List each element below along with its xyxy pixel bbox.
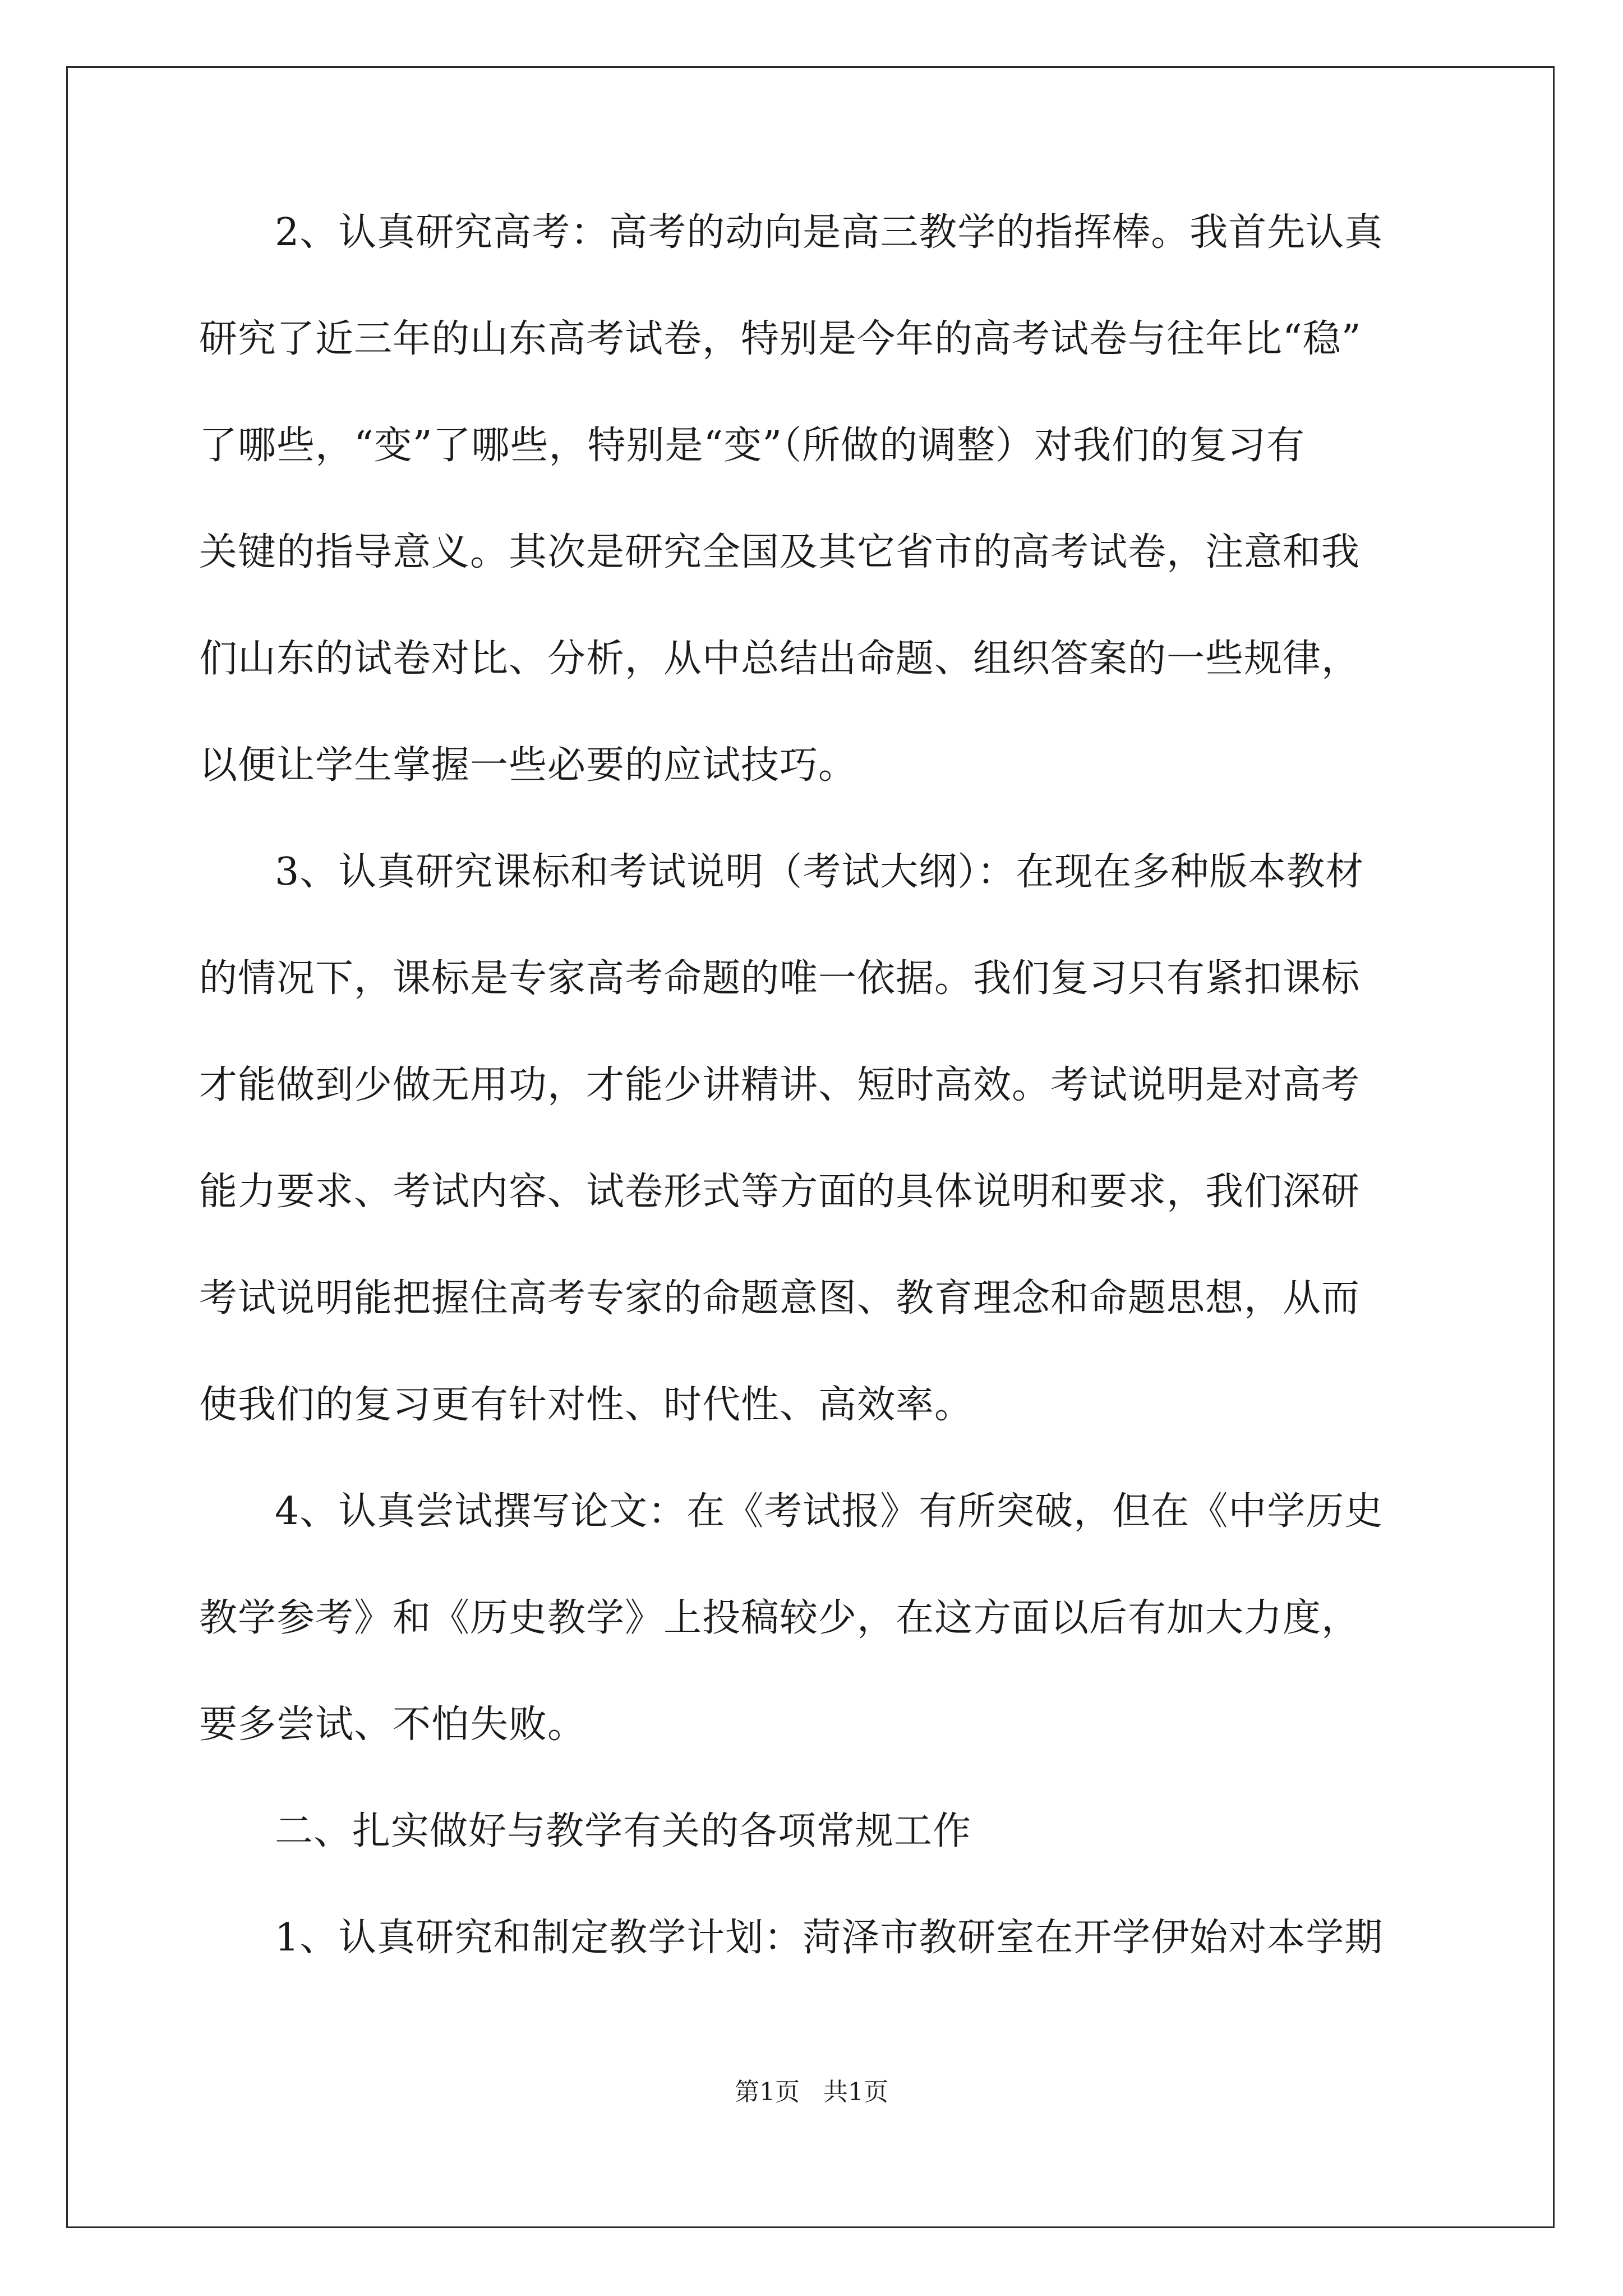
text-line: 使我们的复习更有针对性、时代性、高效率。 xyxy=(199,1383,974,1427)
text-line: 2、认真研究高考：高考的动向是高三教学的指挥棒。我首先认真 xyxy=(275,210,1384,255)
page-number: 第1页 共1页 xyxy=(735,2078,888,2106)
text-line: 的情况下，课标是专家高考命题的唯一依据。我们复习只有紧扣课标 xyxy=(199,956,1361,1001)
page-border xyxy=(66,66,1555,2228)
text-line: 教学参考》和《历史教学》上投稿较少，在这方面以后有加大力度， xyxy=(199,1596,1361,1640)
text-line: 才能做到少做无用功，才能少讲精讲、短时高效。考试说明是对高考 xyxy=(199,1063,1361,1107)
text-line: 关键的指导意义。其次是研究全国及其它省市的高考试卷，注意和我 xyxy=(199,530,1361,574)
text-line: 要多尝试、不怕失败。 xyxy=(199,1703,587,1747)
text-line: 3、认真研究课标和考试说明（考试大纲）：在现在多种版本教材 xyxy=(275,850,1364,894)
text-line: 们山东的试卷对比、分析，从中总结出命题、组织答案的一些规律， xyxy=(199,637,1361,681)
text-line: 能力要求、考试内容、试卷形式等方面的具体说明和要求，我们深研 xyxy=(199,1170,1361,1214)
text-line: 了哪些，“变”了哪些，特别是“变”（所做的调整）对我们的复习有 xyxy=(199,424,1306,468)
text-line: 以便让学生掌握一些必要的应试技巧。 xyxy=(199,743,857,788)
text-line: 1、认真研究和制定教学计划：菏泽市教研室在开学伊始对本学期 xyxy=(275,1916,1384,1960)
section-heading: 二、扎实做好与教学有关的各项常规工作 xyxy=(275,1809,972,1853)
text-line: 4、认真尝试撰写论文：在《考试报》有所突破，但在《中学历史 xyxy=(275,1489,1384,1534)
text-line: 研究了近三年的山东高考试卷，特别是今年的高考试卷与往年比“稳” xyxy=(199,317,1362,361)
text-line: 考试说明能把握住高考专家的命题意图、教育理念和命题思想，从而 xyxy=(199,1276,1361,1320)
page-footer xyxy=(0,2076,1623,2109)
